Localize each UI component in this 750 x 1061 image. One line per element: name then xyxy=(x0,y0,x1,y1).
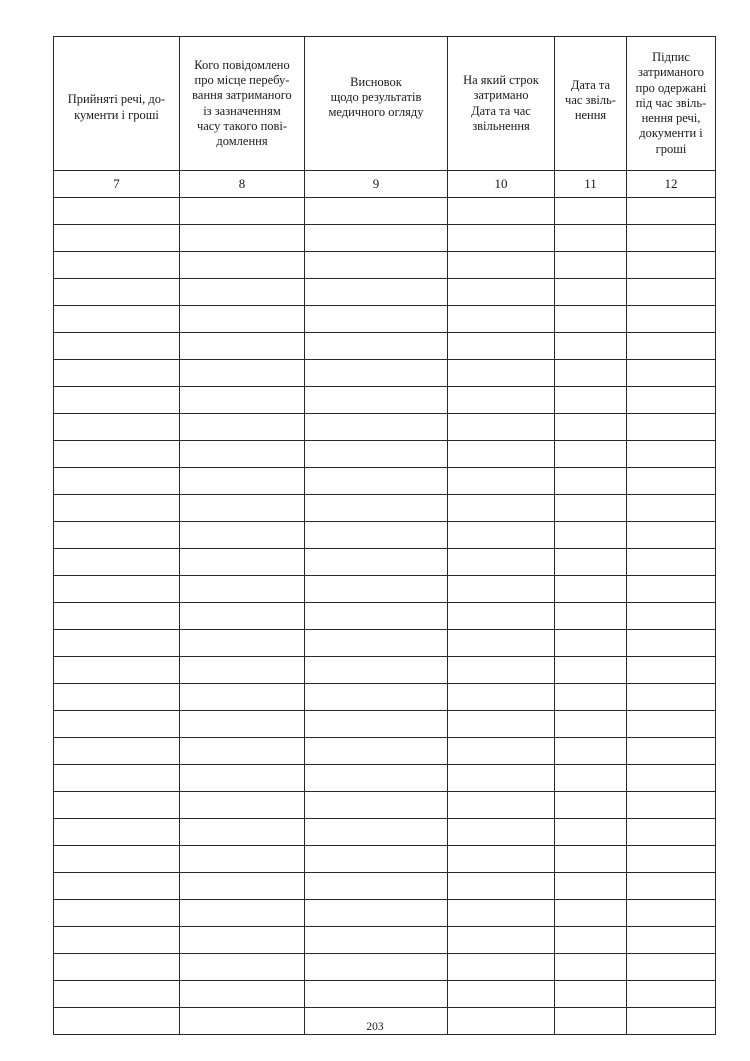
table-cell xyxy=(555,522,627,549)
table-cell xyxy=(305,684,448,711)
header-text-line: Кого повідомлено xyxy=(194,57,290,72)
header-text-line: Висновок xyxy=(350,74,402,89)
header-text-line: щодо результатів xyxy=(330,89,422,104)
table-row xyxy=(54,576,716,603)
table-cell xyxy=(54,630,180,657)
table-cell xyxy=(54,387,180,414)
table-cell xyxy=(448,468,555,495)
header-text-line: домлення xyxy=(216,133,268,148)
table-row xyxy=(54,900,716,927)
table-cell xyxy=(627,900,716,927)
table-cell xyxy=(555,252,627,279)
table-cell xyxy=(54,738,180,765)
table-cell xyxy=(180,306,305,333)
table-row xyxy=(54,711,716,738)
header-detainee-signature xyxy=(627,37,716,171)
table-cell xyxy=(555,576,627,603)
table-cell xyxy=(555,819,627,846)
table-row xyxy=(54,981,716,1008)
table-cell xyxy=(555,279,627,306)
detention-register-table xyxy=(53,36,716,1035)
table-cell xyxy=(627,468,716,495)
header-text-line: гроші xyxy=(655,141,687,156)
table-cell xyxy=(555,927,627,954)
header-text-line: нення xyxy=(574,108,607,123)
table-cell xyxy=(180,279,305,306)
column-number: 12 xyxy=(627,171,716,198)
table-cell xyxy=(555,657,627,684)
table-cell xyxy=(54,360,180,387)
table-cell xyxy=(627,441,716,468)
table-cell xyxy=(54,522,180,549)
table-cell xyxy=(627,225,716,252)
header-detention-term xyxy=(448,37,555,171)
table-cell xyxy=(555,900,627,927)
table-cell xyxy=(627,819,716,846)
table-cell xyxy=(627,252,716,279)
header-text-line: із зазначенням xyxy=(203,103,281,118)
table-cell xyxy=(180,765,305,792)
header-notified-person xyxy=(180,37,305,171)
table-cell xyxy=(180,873,305,900)
table-row xyxy=(54,387,716,414)
table-cell xyxy=(555,549,627,576)
table-cell xyxy=(448,981,555,1008)
header-text-line: медичного огляду xyxy=(328,105,424,120)
table-cell xyxy=(555,198,627,225)
page-number: 203 xyxy=(366,1021,384,1033)
table-row xyxy=(54,252,716,279)
header-text-line: Дата та xyxy=(570,77,611,92)
table-cell xyxy=(305,279,448,306)
table-cell xyxy=(305,711,448,738)
table-cell xyxy=(627,306,716,333)
header-medical-conclusion xyxy=(305,37,448,171)
table-cell xyxy=(54,873,180,900)
table-cell xyxy=(627,576,716,603)
table-cell xyxy=(448,738,555,765)
table-cell xyxy=(54,819,180,846)
table-cell xyxy=(305,603,448,630)
table-cell xyxy=(555,765,627,792)
header-text-line: кументи і гроші xyxy=(74,107,159,122)
table-cell xyxy=(305,576,448,603)
table-row xyxy=(54,684,716,711)
table-cell xyxy=(180,630,305,657)
table-cell xyxy=(448,279,555,306)
table-cell xyxy=(305,252,448,279)
table-cell xyxy=(627,198,716,225)
table-cell xyxy=(627,684,716,711)
table-cell xyxy=(54,441,180,468)
table-cell xyxy=(54,225,180,252)
table-cell xyxy=(448,198,555,225)
table-cell xyxy=(54,198,180,225)
table-cell xyxy=(305,441,448,468)
table-cell xyxy=(180,981,305,1008)
table-cell xyxy=(448,792,555,819)
table-cell xyxy=(448,225,555,252)
table-cell xyxy=(305,954,448,981)
column-number: 11 xyxy=(555,171,627,198)
table-row xyxy=(54,225,716,252)
table-cell xyxy=(555,873,627,900)
table-cell xyxy=(54,981,180,1008)
table-cell xyxy=(627,360,716,387)
table-row xyxy=(54,549,716,576)
table-cell xyxy=(180,954,305,981)
table-cell xyxy=(54,576,180,603)
table-cell xyxy=(180,441,305,468)
table-cell xyxy=(305,360,448,387)
table-cell xyxy=(54,711,180,738)
table-row xyxy=(54,522,716,549)
table-cell xyxy=(555,792,627,819)
column-number: 10 xyxy=(448,171,555,198)
header-text-line: часу такого пові- xyxy=(196,118,288,133)
table-cell xyxy=(448,549,555,576)
table-cell xyxy=(54,684,180,711)
header-text-line: звільнення xyxy=(472,118,530,133)
header-row xyxy=(54,37,716,171)
table-cell xyxy=(448,576,555,603)
table-cell xyxy=(180,576,305,603)
table-row xyxy=(54,954,716,981)
table-cell xyxy=(180,684,305,711)
table-cell xyxy=(180,522,305,549)
table-cell xyxy=(448,441,555,468)
table-cell xyxy=(448,630,555,657)
table-cell xyxy=(627,711,716,738)
table-cell xyxy=(305,522,448,549)
table-cell xyxy=(54,333,180,360)
table-cell xyxy=(555,954,627,981)
header-text-line: вання затриманого xyxy=(192,88,292,103)
table-cell xyxy=(54,927,180,954)
table-cell xyxy=(448,603,555,630)
table-cell xyxy=(555,711,627,738)
table-cell xyxy=(555,495,627,522)
table-cell xyxy=(305,495,448,522)
table-row xyxy=(54,198,716,225)
table-cell xyxy=(555,387,627,414)
table-cell xyxy=(448,522,555,549)
table-cell xyxy=(555,360,627,387)
header-text-line: Прийняті речі, до- xyxy=(67,92,166,107)
table-cell xyxy=(180,198,305,225)
table-cell xyxy=(305,333,448,360)
table-cell xyxy=(555,981,627,1008)
table-cell xyxy=(627,738,716,765)
table-cell xyxy=(54,657,180,684)
header-text-line: Підпис xyxy=(652,50,690,65)
table-row xyxy=(54,873,716,900)
table-cell xyxy=(54,603,180,630)
table-cell xyxy=(627,630,716,657)
table-cell xyxy=(555,333,627,360)
table-row xyxy=(54,468,716,495)
table-cell xyxy=(627,981,716,1008)
header-text-line: документи і xyxy=(639,126,703,141)
table-cell xyxy=(305,819,448,846)
table-row xyxy=(54,846,716,873)
table-cell xyxy=(555,441,627,468)
table-cell xyxy=(54,279,180,306)
table-cell xyxy=(448,711,555,738)
table-row xyxy=(54,630,716,657)
table-cell xyxy=(180,657,305,684)
table-row xyxy=(54,414,716,441)
table-cell xyxy=(180,927,305,954)
table-cell xyxy=(627,765,716,792)
table-row xyxy=(54,360,716,387)
table-cell xyxy=(54,495,180,522)
table-cell xyxy=(180,819,305,846)
table-cell xyxy=(54,252,180,279)
table-row xyxy=(54,927,716,954)
table-cell xyxy=(180,738,305,765)
table-cell xyxy=(54,846,180,873)
table-cell xyxy=(448,657,555,684)
table-cell xyxy=(627,495,716,522)
table-cell xyxy=(555,414,627,441)
table-cell xyxy=(627,846,716,873)
table-cell xyxy=(448,873,555,900)
table-row xyxy=(54,792,716,819)
table-cell xyxy=(180,387,305,414)
table-cell xyxy=(305,981,448,1008)
table-cell xyxy=(555,225,627,252)
table-cell xyxy=(180,792,305,819)
table-cell xyxy=(54,549,180,576)
table-cell xyxy=(305,900,448,927)
table-cell xyxy=(448,495,555,522)
table-cell xyxy=(54,414,180,441)
header-text-line: Дата та час xyxy=(471,103,531,118)
table-cell xyxy=(305,414,448,441)
table-row xyxy=(54,441,716,468)
table-cell xyxy=(448,306,555,333)
table-cell xyxy=(305,738,448,765)
column-number-row xyxy=(54,171,716,198)
table-cell xyxy=(180,333,305,360)
table-cell xyxy=(627,387,716,414)
table-cell xyxy=(627,279,716,306)
column-number: 7 xyxy=(54,171,180,198)
table-cell xyxy=(555,630,627,657)
table-cell xyxy=(305,387,448,414)
table-cell xyxy=(305,873,448,900)
table-cell xyxy=(305,468,448,495)
table-cell xyxy=(448,927,555,954)
column-number: 9 xyxy=(305,171,448,198)
table-cell xyxy=(54,954,180,981)
table-cell xyxy=(448,900,555,927)
table-row xyxy=(54,333,716,360)
table-cell xyxy=(627,333,716,360)
header-text-line: під час звіль- xyxy=(635,95,707,110)
table-cell xyxy=(54,792,180,819)
table-cell xyxy=(305,225,448,252)
table-cell xyxy=(448,765,555,792)
table-cell xyxy=(627,414,716,441)
table-cell xyxy=(627,603,716,630)
table-cell xyxy=(180,846,305,873)
table-cell xyxy=(305,846,448,873)
table-cell xyxy=(448,954,555,981)
table-cell xyxy=(54,468,180,495)
table-cell xyxy=(54,900,180,927)
table-row xyxy=(54,495,716,522)
table-cell xyxy=(448,252,555,279)
table-cell xyxy=(448,819,555,846)
table-row xyxy=(54,738,716,765)
table-cell xyxy=(448,684,555,711)
header-text-line: затримано xyxy=(473,88,529,103)
table-row xyxy=(54,603,716,630)
table-cell xyxy=(305,792,448,819)
table-cell xyxy=(627,927,716,954)
table-cell xyxy=(305,198,448,225)
table-cell xyxy=(180,414,305,441)
table-cell xyxy=(448,333,555,360)
table-cell xyxy=(627,549,716,576)
table-cell xyxy=(305,549,448,576)
table-cell xyxy=(555,846,627,873)
table-cell xyxy=(180,252,305,279)
table-cell xyxy=(627,657,716,684)
table-cell xyxy=(180,603,305,630)
table-cell xyxy=(448,846,555,873)
table-row xyxy=(54,765,716,792)
table-row xyxy=(54,306,716,333)
table-cell xyxy=(180,711,305,738)
table-cell xyxy=(627,522,716,549)
header-accepted-items xyxy=(54,37,180,171)
header-text-line: час звіль- xyxy=(565,92,616,107)
table-cell xyxy=(555,603,627,630)
table-row xyxy=(54,657,716,684)
header-text-line: нення речі, xyxy=(641,111,701,126)
table-cell xyxy=(305,927,448,954)
table-cell xyxy=(54,765,180,792)
header-text-line: про одержані xyxy=(635,80,707,95)
table-cell xyxy=(627,873,716,900)
table-cell xyxy=(54,306,180,333)
table-cell xyxy=(305,630,448,657)
table-cell xyxy=(448,360,555,387)
table-cell xyxy=(180,900,305,927)
table-cell xyxy=(555,684,627,711)
table-cell xyxy=(180,360,305,387)
table-cell xyxy=(305,765,448,792)
header-text-line: про місце перебу- xyxy=(194,73,290,88)
table-cell xyxy=(448,414,555,441)
table-cell xyxy=(180,495,305,522)
header-text-line: затриманого xyxy=(637,65,705,80)
table-cell xyxy=(555,306,627,333)
table-cell xyxy=(555,468,627,495)
header-release-datetime xyxy=(555,37,627,171)
table-cell xyxy=(305,657,448,684)
table-row xyxy=(54,819,716,846)
table-cell xyxy=(180,468,305,495)
column-number: 8 xyxy=(180,171,305,198)
table-cell xyxy=(305,306,448,333)
table-cell xyxy=(627,792,716,819)
table-cell xyxy=(180,225,305,252)
table-cell xyxy=(180,549,305,576)
table-cell xyxy=(627,954,716,981)
table-cell xyxy=(448,387,555,414)
table-row xyxy=(54,279,716,306)
table-cell xyxy=(555,738,627,765)
header-text-line: На який строк xyxy=(463,73,539,88)
